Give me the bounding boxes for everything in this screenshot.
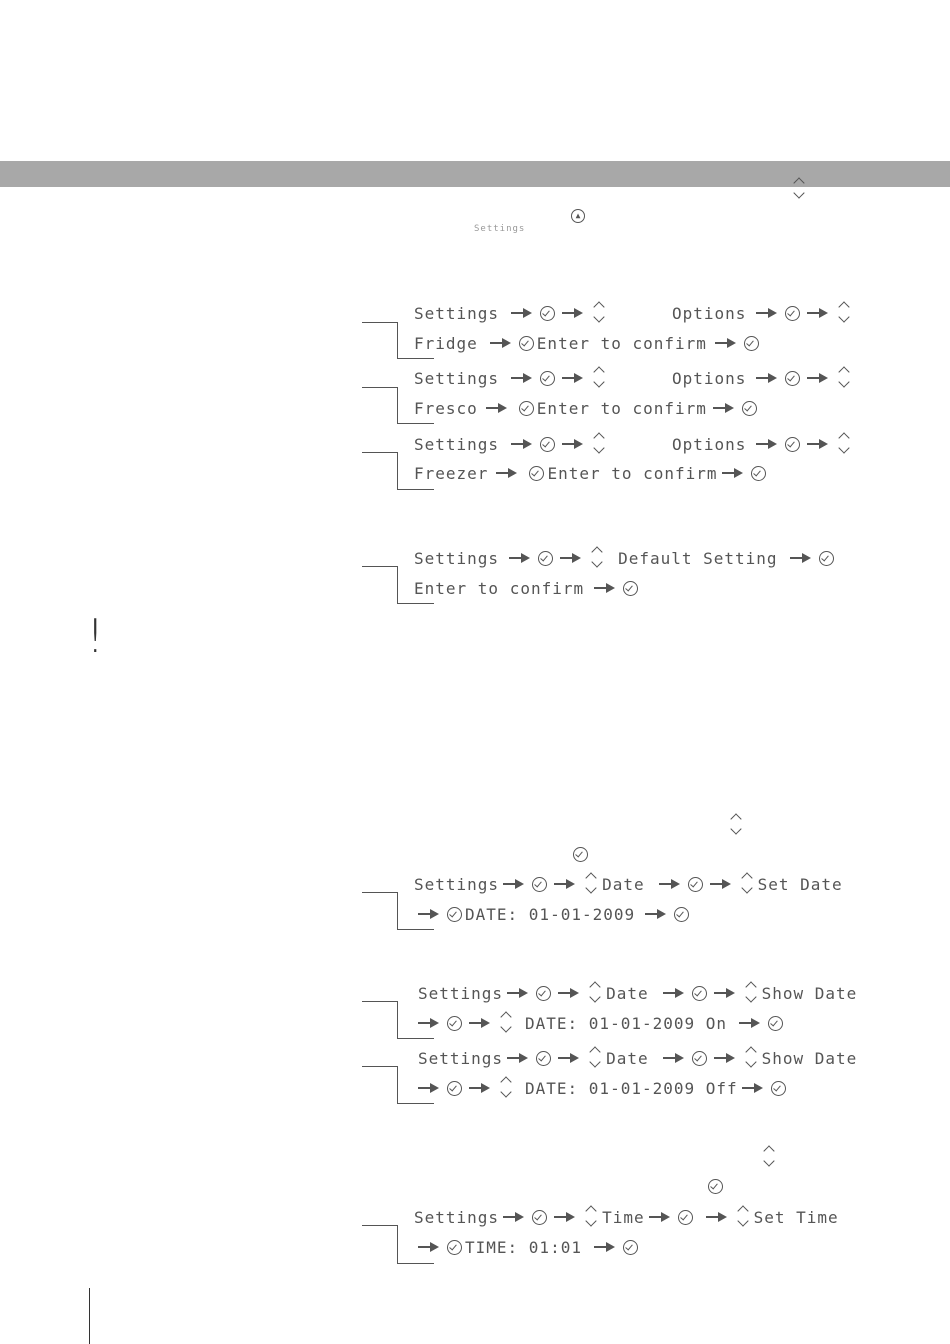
up-down-icon — [729, 811, 743, 839]
up-down-icon — [744, 979, 758, 1007]
fresco-options-step — [672, 363, 855, 393]
fridge-step-2 — [414, 328, 762, 358]
settings-label: Settings — [414, 434, 500, 454]
fridge-options-step — [672, 298, 855, 328]
set-date-step-1 — [414, 869, 843, 899]
ok-icon — [573, 847, 588, 862]
arrow-icon — [706, 1211, 728, 1223]
settings-label: Settings — [414, 1207, 500, 1227]
ok-icon — [519, 401, 534, 416]
ok-icon — [538, 551, 553, 566]
fresco-label: Fresco — [414, 398, 478, 418]
fresco-step-1 — [414, 363, 610, 393]
date-label: Date — [606, 983, 649, 1003]
ok-icon — [447, 1081, 462, 1096]
settings-label: Settings — [414, 874, 500, 894]
up-down-icon — [762, 1143, 776, 1171]
arrow-icon — [659, 878, 681, 890]
freezer-label: Freezer — [414, 463, 489, 483]
arrow-icon — [645, 908, 667, 920]
ok-icon — [447, 1240, 462, 1255]
arrow-icon — [714, 987, 736, 999]
arrow-icon — [490, 337, 512, 349]
arrow-icon — [507, 1052, 529, 1064]
ok-icon — [623, 581, 638, 596]
arrow-icon — [554, 1211, 576, 1223]
settings-label: Settings — [414, 368, 500, 388]
up-button-icon: ▲ — [571, 209, 585, 223]
show-date-off-step-1 — [418, 1043, 857, 1073]
settings-label: Settings — [414, 548, 500, 568]
ok-icon — [692, 1051, 707, 1066]
set-time-step-1 — [414, 1202, 839, 1232]
margin-rule — [89, 1288, 90, 1344]
ok-icon — [692, 986, 707, 1001]
arrow-icon — [496, 467, 518, 479]
arrow-icon — [418, 1017, 440, 1029]
arrow-icon — [558, 1052, 580, 1064]
up-down-icon — [837, 364, 851, 392]
up-down-icon — [588, 979, 602, 1007]
arrow-icon — [594, 1241, 616, 1253]
date-value: DATE: 01-01-2009 — [465, 904, 636, 924]
ok-icon — [678, 1210, 693, 1225]
freezer-options-step — [672, 429, 855, 459]
arrow-icon — [554, 878, 576, 890]
default-step-1 — [414, 543, 837, 573]
ok-icon — [819, 551, 834, 566]
arrow-icon — [511, 307, 533, 319]
arrow-icon — [558, 987, 580, 999]
date-label: Date — [602, 874, 645, 894]
arrow-icon — [503, 878, 525, 890]
arrow-icon — [511, 438, 533, 450]
up-down-icon — [744, 1044, 758, 1072]
ok-icon — [708, 1179, 723, 1194]
ok-icon — [688, 877, 703, 892]
freezer-step-1 — [414, 429, 610, 459]
show-date-label: Show Date — [761, 1048, 858, 1068]
confirm-label: Enter to confirm — [414, 578, 585, 598]
ok-icon — [785, 437, 800, 452]
settings-small-label: Settings — [474, 224, 526, 234]
arrow-icon — [739, 1017, 761, 1029]
date-label: Date — [606, 1048, 649, 1068]
ok-icon — [536, 1051, 551, 1066]
ok-icon — [519, 336, 534, 351]
arrow-icon — [663, 1052, 685, 1064]
arrow-icon — [807, 438, 829, 450]
up-down-icon — [590, 544, 604, 572]
arrow-icon — [418, 908, 440, 920]
arrow-icon — [507, 987, 529, 999]
arrow-icon — [756, 307, 778, 319]
arrow-icon — [509, 552, 531, 564]
up-down-icon — [584, 870, 598, 898]
arrow-icon — [713, 402, 735, 414]
arrow-icon — [486, 402, 508, 414]
arrow-icon — [418, 1241, 440, 1253]
arrow-icon — [562, 372, 584, 384]
arrow-icon — [710, 878, 732, 890]
ok-icon — [447, 907, 462, 922]
arrow-icon — [722, 467, 744, 479]
ok-icon — [540, 371, 555, 386]
freezer-step-2 — [414, 458, 769, 488]
arrow-icon — [560, 552, 582, 564]
arrow-icon — [807, 372, 829, 384]
ok-icon — [785, 371, 800, 386]
show-date-label: Show Date — [761, 983, 858, 1003]
arrow-icon — [714, 1052, 736, 1064]
up-down-icon — [499, 1009, 513, 1037]
arrow-icon — [649, 1211, 671, 1223]
up-down-icon — [792, 175, 806, 203]
confirm-label: Enter to confirm — [547, 463, 718, 483]
arrow-icon — [807, 307, 829, 319]
arrow-icon — [756, 438, 778, 450]
ok-icon — [447, 1016, 462, 1031]
show-date-off-step-2 — [414, 1073, 789, 1103]
options-label: Options — [672, 368, 747, 388]
arrow-icon — [469, 1082, 491, 1094]
arrow-icon — [756, 372, 778, 384]
time-value: TIME: 01:01 — [465, 1237, 582, 1257]
up-down-icon — [837, 430, 851, 458]
fresco-step-2 — [414, 393, 760, 423]
warning-mark: ! — [86, 609, 105, 663]
up-down-icon — [499, 1074, 513, 1102]
fridge-label: Fridge — [414, 333, 478, 353]
options-label: Options — [672, 303, 747, 323]
settings-label: Settings — [418, 1048, 504, 1068]
date-off-value: DATE: 01-01-2009 Off — [525, 1078, 738, 1098]
set-date-step-2 — [414, 899, 692, 929]
date-on-value: DATE: 01-01-2009 On — [525, 1013, 728, 1033]
up-down-icon — [592, 364, 606, 392]
fridge-step-1 — [414, 298, 610, 328]
up-down-icon — [837, 299, 851, 327]
confirm-label: Enter to confirm — [536, 398, 707, 418]
ok-icon — [785, 306, 800, 321]
arrow-icon — [663, 987, 685, 999]
arrow-icon — [511, 372, 533, 384]
up-down-icon — [584, 1203, 598, 1231]
section-header-bar — [0, 161, 950, 187]
show-date-on-step-2 — [414, 1008, 786, 1038]
ok-icon — [751, 466, 766, 481]
ok-icon — [529, 466, 544, 481]
up-down-icon — [588, 1044, 602, 1072]
arrow-icon — [503, 1211, 525, 1223]
ok-icon — [674, 907, 689, 922]
ok-icon — [536, 986, 551, 1001]
ok-icon — [768, 1016, 783, 1031]
up-down-icon — [592, 430, 606, 458]
default-step-2 — [414, 573, 641, 603]
arrow-icon — [418, 1082, 440, 1094]
up-down-icon — [740, 870, 754, 898]
default-setting-label: Default Setting — [618, 548, 778, 568]
arrow-icon — [742, 1082, 764, 1094]
confirm-label: Enter to confirm — [536, 333, 707, 353]
ok-icon — [623, 1240, 638, 1255]
ok-icon — [532, 1210, 547, 1225]
show-date-on-step-1 — [418, 978, 857, 1008]
ok-icon — [532, 877, 547, 892]
options-label: Options — [672, 434, 747, 454]
up-down-icon — [592, 299, 606, 327]
ok-icon — [540, 306, 555, 321]
arrow-icon — [715, 337, 737, 349]
arrow-icon — [469, 1017, 491, 1029]
arrow-icon — [562, 307, 584, 319]
set-time-step-2 — [414, 1232, 641, 1262]
arrow-icon — [562, 438, 584, 450]
arrow-icon — [790, 552, 812, 564]
ok-icon — [744, 336, 759, 351]
arrow-icon — [594, 582, 616, 594]
ok-icon — [742, 401, 757, 416]
set-time-label: Set Time — [753, 1207, 839, 1227]
ok-icon — [540, 437, 555, 452]
ok-icon — [771, 1081, 786, 1096]
set-date-label: Set Date — [757, 874, 843, 894]
up-down-icon — [736, 1203, 750, 1231]
time-label: Time — [602, 1207, 645, 1227]
settings-label: Settings — [414, 303, 500, 323]
settings-label: Settings — [418, 983, 504, 1003]
